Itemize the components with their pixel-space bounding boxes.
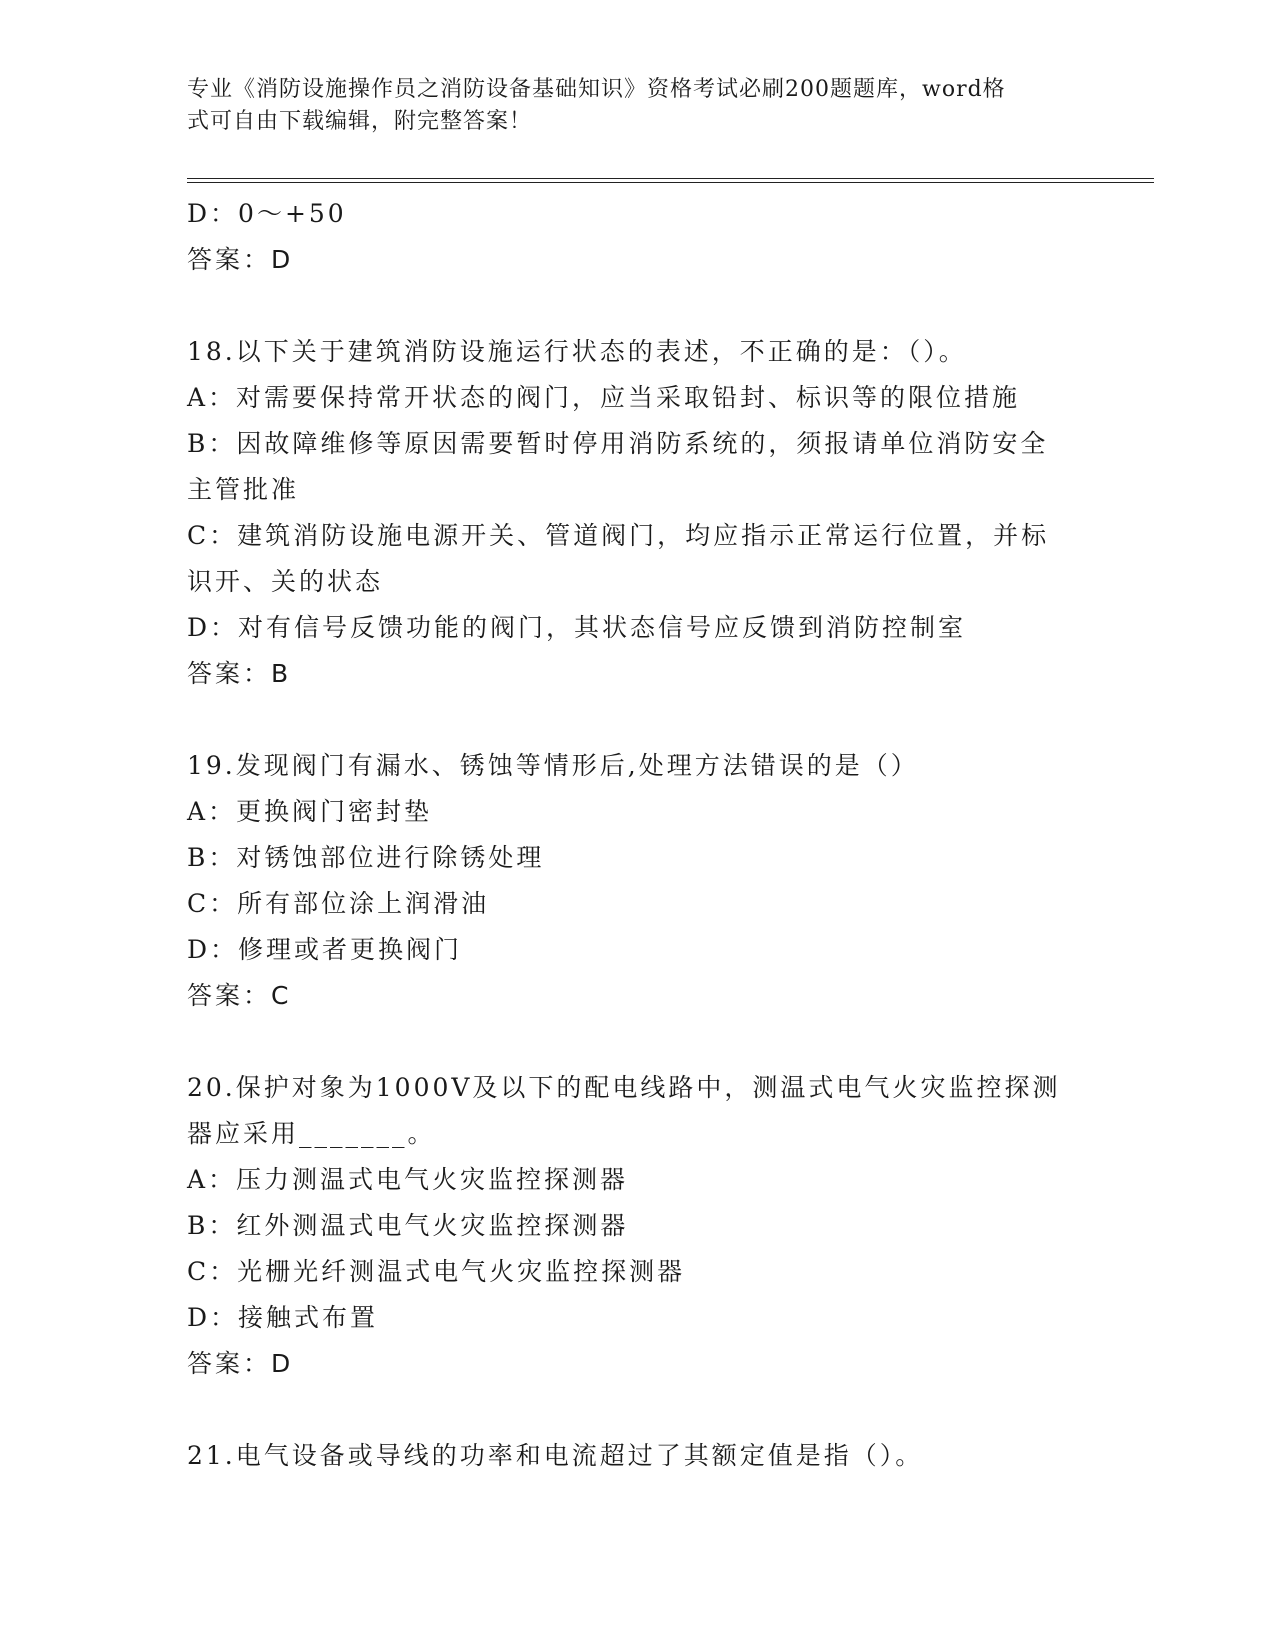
option-d: D：0～+50	[187, 199, 347, 228]
option-c-continued: 识开、关的状态	[187, 567, 384, 596]
option-b: B：因故障维修等原因需要暂时停用消防系统的，须报请单位消防安全	[187, 429, 1049, 458]
option-c: C：光栅光纤测温式电气火灾监控探测器	[187, 1257, 686, 1286]
question-20	[187, 1065, 1087, 1387]
option-d: D：修理或者更换阀门	[187, 935, 463, 964]
option-a: A：对需要保持常开状态的阀门，应当采取铅封、标识等的限位措施	[187, 383, 1021, 412]
page-header	[187, 74, 1067, 138]
question-21	[187, 1433, 1087, 1479]
header-divider-top	[187, 178, 1154, 179]
question-stem: 21.电气设备或导线的功率和电流超过了其额定值是指（）。	[187, 1441, 924, 1470]
question-list	[187, 191, 1087, 1479]
option-b: B：对锈蚀部位进行除锈处理	[187, 843, 545, 872]
question-18	[187, 329, 1087, 697]
option-c: C：所有部位涂上润滑油	[187, 889, 490, 918]
header-divider-bottom	[187, 182, 1154, 183]
answer: 答案：C	[187, 981, 292, 1010]
option-c: C：建筑消防设施电源开关、管道阀门，均应指示正常运行位置，并标	[187, 521, 1050, 550]
header-line-2: 式可自由下载编辑，附完整答案！	[187, 109, 533, 134]
previous-question	[187, 191, 1087, 283]
option-a: A：更换阀门密封垫	[187, 797, 433, 826]
answer: 答案：B	[187, 659, 292, 688]
option-b-continued: 主管批准	[187, 475, 300, 504]
option-b: B：红外测温式电气火灾监控探测器	[187, 1211, 629, 1240]
question-stem: 20.保护对象为1000V及以下的配电线路中，测温式电气火灾监控探测	[187, 1073, 1061, 1102]
question-19	[187, 743, 1087, 1019]
question-stem: 18.以下关于建筑消防设施运行状态的表述，不正确的是：（）。	[187, 337, 967, 366]
answer: 答案：D	[187, 245, 294, 274]
question-stem-continued: 器应采用_______。	[187, 1119, 436, 1148]
question-stem: 19.发现阀门有漏水、锈蚀等情形后,处理方法错误的是（）	[187, 751, 919, 780]
header-line-1: 专业《消防设施操作员之消防设备基础知识》资格考试必刷200题题库，word格	[187, 77, 1006, 102]
option-a: A：压力测温式电气火灾监控探测器	[187, 1165, 629, 1194]
option-d: D：对有信号反馈功能的阀门，其状态信号应反馈到消防控制室	[187, 613, 967, 642]
option-d: D：接触式布置	[187, 1303, 379, 1332]
answer: 答案：D	[187, 1349, 294, 1378]
